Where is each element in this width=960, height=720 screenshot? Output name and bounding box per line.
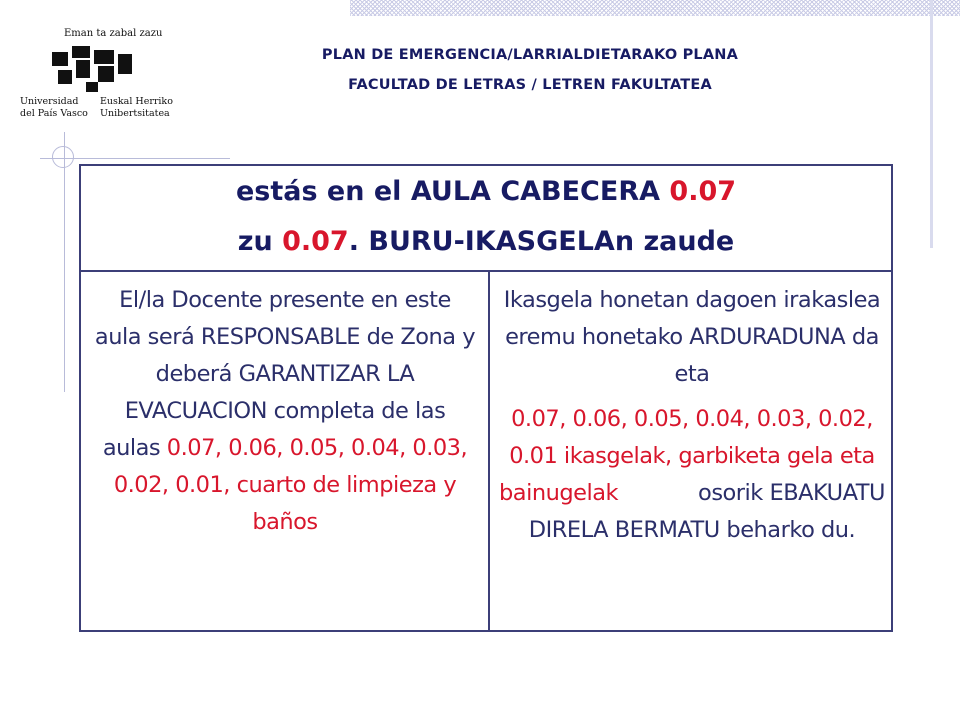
logo-motto: Eman ta zabal zazu (64, 28, 163, 39)
university-logo (18, 18, 178, 128)
instruction-text: El/la Docente presente en este aula será RESPONSABLE de Zona y deberá GARANTIZAR LA EVACUACION completa de las aulas (94, 287, 476, 461)
room-number: 0.07 (669, 176, 737, 207)
logo-caption-line: Unibertsitatea (100, 108, 170, 119)
decorative-vertical-rule (64, 132, 65, 392)
room-list: 0.07, 0.06, 0.05, 0.04, 0.03, 0.02, 0.01 ikasgelak, garbiketa gela eta bainugelak (499, 406, 875, 506)
document-header (200, 40, 860, 100)
instructions-spanish (93, 282, 477, 541)
logo-caption-line: Universidad (20, 96, 79, 107)
title-text: estás en el AULA CABECERA (235, 176, 670, 207)
room-number: 0.07 (282, 226, 349, 257)
column-divider (488, 270, 490, 630)
logo-caption-basque (100, 96, 173, 120)
decorative-hatch-band (350, 0, 960, 16)
title-line-spanish (81, 176, 891, 207)
emergency-info-table (79, 164, 893, 632)
instructions-basque (499, 282, 885, 549)
logo-caption-line: Euskal Herriko (100, 96, 173, 107)
title-text: zu (237, 226, 283, 257)
title-line-basque (81, 226, 891, 257)
room-list: 0.07, 0.06, 0.05, 0.04, 0.03, 0.02, 0.01, cuarto de limpieza y baños (113, 435, 468, 535)
header-plan-title: PLAN DE EMERGENCIA/LARRIALDIETARAKO PLANA (321, 47, 739, 63)
instruction-text: osorik EBAKUATU DIRELA BERMATU beharko du. (528, 480, 886, 543)
logo-emblem-icon (46, 44, 146, 96)
decorative-vertical-bar (930, 0, 933, 248)
table-title (81, 166, 891, 272)
paragraph-gap (499, 393, 885, 401)
header-faculty-title: FACULTAD DE LETRAS / LETREN FAKULTATEA (348, 77, 712, 93)
decorative-ring (52, 146, 74, 168)
title-text: . BURU-IKASGELAn zaude (348, 226, 735, 257)
logo-caption-spanish (20, 96, 88, 120)
logo-caption-line: del País Vasco (20, 108, 88, 119)
instruction-text: Ikasgela honetan dagoen irakaslea eremu honetako ARDURADUNA da eta (503, 287, 881, 387)
